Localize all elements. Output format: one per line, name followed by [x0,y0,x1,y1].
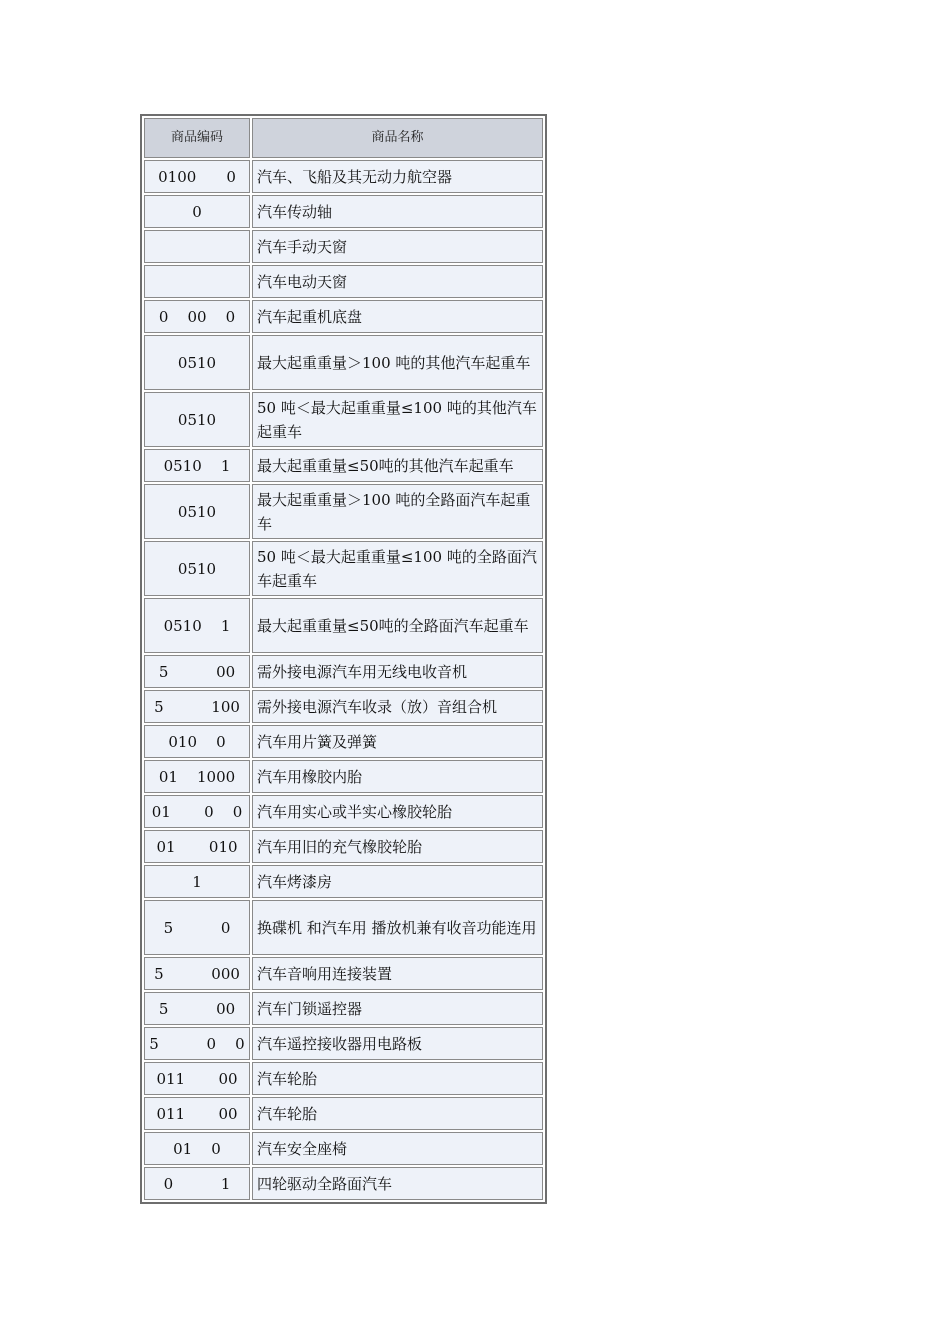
product-code-cell [144,230,250,263]
product-code-cell: 5 0 0 [144,1027,250,1060]
table-row [144,725,543,758]
table-row [144,598,543,653]
table-row [144,795,543,828]
product-code-cell: 0510 [144,484,250,539]
product-code-cell: 0 [144,195,250,228]
product-name-cell: 汽车起重机底盘 [252,300,543,333]
product-code-cell [144,265,250,298]
product-code-cell: 01 010 [144,830,250,863]
product-name-cell: 需外接电源汽车用无线电收音机 [252,655,543,688]
table-row [144,655,543,688]
product-name-cell: 汽车音响用连接装置 [252,957,543,990]
table-row [144,392,543,447]
product-name-cell: 最大起重重量＞100 吨的全路面汽车起重车 [252,484,543,539]
product-code-cell: 01 0 0 [144,795,250,828]
table-row [144,300,543,333]
product-name-cell: 汽车安全座椅 [252,1132,543,1165]
table-row [144,992,543,1025]
product-name-cell: 50 吨＜最大起重重量≤100 吨的全路面汽车起重车 [252,541,543,596]
product-name-cell: 汽车轮胎 [252,1097,543,1130]
product-code-cell: 0 1 [144,1167,250,1200]
product-code-cell: 0510 [144,335,250,390]
product-code-cell: 0510 [144,392,250,447]
product-name-cell: 汽车用片簧及弹簧 [252,725,543,758]
product-code-cell: 011 00 [144,1062,250,1095]
product-code-cell: 01 1000 [144,760,250,793]
table-row [144,830,543,863]
product-name-cell: 汽车传动轴 [252,195,543,228]
product-name-cell: 汽车用橡胶内胎 [252,760,543,793]
product-code-cell: 0100 0 [144,160,250,193]
product-name-cell: 汽车电动天窗 [252,265,543,298]
table-row [144,265,543,298]
product-name-cell: 汽车轮胎 [252,1062,543,1095]
product-code-cell: 0510 1 [144,449,250,482]
product-code-cell: 01 0 [144,1132,250,1165]
product-code-cell: 5 00 [144,655,250,688]
product-name-cell: 汽车、飞船及其无动力航空器 [252,160,543,193]
table-row [144,1167,543,1200]
product-name-cell: 最大起重重量＞100 吨的其他汽车起重车 [252,335,543,390]
product-code-cell: 5 100 [144,690,250,723]
product-code-cell: 011 00 [144,1097,250,1130]
table-row [144,1027,543,1060]
table-row [144,900,543,955]
table-row [144,195,543,228]
product-name-cell: 汽车用实心或半实心橡胶轮胎 [252,795,543,828]
product-name-cell: 最大起重重量≤50吨的全路面汽车起重车 [252,598,543,653]
product-code-cell: 5 0 [144,900,250,955]
table-row [144,160,543,193]
product-code-table [140,114,547,1204]
product-name-cell: 汽车手动天窗 [252,230,543,263]
header-product-name: 商品名称 [252,118,543,158]
table-row [144,760,543,793]
table-row [144,335,543,390]
product-code-cell: 5 000 [144,957,250,990]
product-name-cell: 50 吨＜最大起重重量≤100 吨的其他汽车起重车 [252,392,543,447]
product-name-cell: 汽车门锁遥控器 [252,992,543,1025]
product-code-cell: 5 00 [144,992,250,1025]
table-row [144,1132,543,1165]
table-row [144,865,543,898]
table-row [144,1062,543,1095]
product-name-cell: 四轮驱动全路面汽车 [252,1167,543,1200]
table-body [144,160,543,1200]
product-code-cell: 010 0 [144,725,250,758]
product-table [142,116,545,1202]
product-name-cell: 最大起重重量≤50吨的其他汽车起重车 [252,449,543,482]
product-name-cell: 汽车烤漆房 [252,865,543,898]
product-code-cell: 0 00 0 [144,300,250,333]
product-code-cell: 0510 [144,541,250,596]
table-row [144,484,543,539]
product-code-cell: 0510 1 [144,598,250,653]
table-row [144,690,543,723]
table-row [144,1097,543,1130]
table-row [144,449,543,482]
product-name-cell: 需外接电源汽车收录（放）音组合机 [252,690,543,723]
product-name-cell: 汽车遥控接收器用电路板 [252,1027,543,1060]
table-row [144,230,543,263]
product-name-cell: 换碟机 和汽车用 播放机兼有收音功能连用 [252,900,543,955]
table-row [144,957,543,990]
product-code-cell: 1 [144,865,250,898]
table-row [144,541,543,596]
product-name-cell: 汽车用旧的充气橡胶轮胎 [252,830,543,863]
table-header-row [144,118,543,158]
header-product-code: 商品编码 [144,118,250,158]
